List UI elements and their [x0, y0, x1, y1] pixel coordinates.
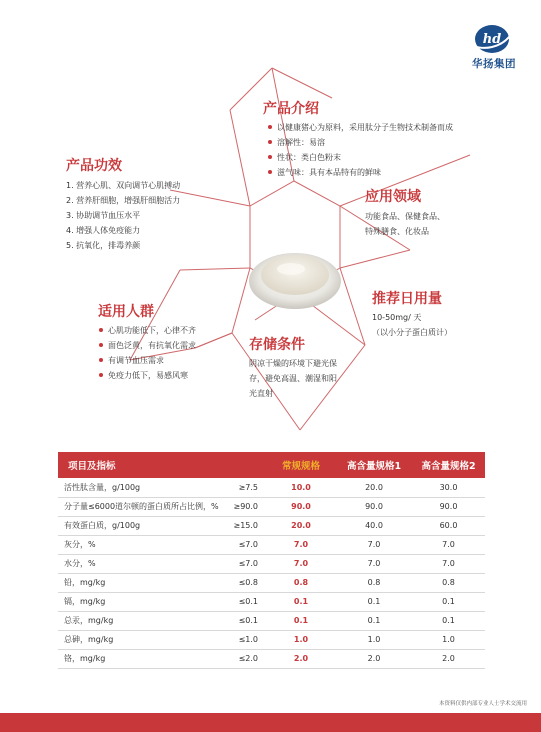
cell-item: 铬，mg/kg: [58, 649, 220, 668]
storage-line: 光直射: [249, 389, 273, 398]
cell-regular: 0.8: [266, 573, 336, 592]
spec-table: [58, 452, 485, 669]
cell-standard: ≤0.8: [220, 573, 266, 592]
storage-title: 存储条件: [249, 337, 305, 353]
cell-high2: 30.0: [412, 478, 485, 497]
product-powder-image: [245, 225, 345, 325]
cell-high2: 0.1: [412, 592, 485, 611]
bottom-bar: [0, 713, 541, 732]
cell-regular: 2.0: [266, 649, 336, 668]
cell-item: 总汞，mg/kg: [58, 611, 220, 630]
storage-line: 存，避免高温、潮湿和阳: [249, 374, 337, 383]
application-text: [365, 209, 445, 239]
dosage-line: 10-50mg/ 天: [372, 313, 422, 322]
cell-high2: 0.1: [412, 611, 485, 630]
cell-high1: 0.1: [336, 592, 412, 611]
dosage-line: （以小分子蛋白质计）: [372, 328, 452, 337]
cell-regular: 7.0: [266, 554, 336, 573]
cell-high1: 7.0: [336, 554, 412, 573]
cell-regular: 7.0: [266, 535, 336, 554]
table-row: [58, 554, 485, 573]
cell-standard: ≤2.0: [220, 649, 266, 668]
cell-item: 有效蛋白质，g/100g: [58, 516, 220, 535]
cell-high1: 0.8: [336, 573, 412, 592]
cell-regular: 90.0: [266, 497, 336, 516]
application-line: 功能食品、保健食品、: [365, 212, 445, 221]
cell-item: 水分，%: [58, 554, 220, 573]
header-item: 项目及指标: [58, 452, 266, 478]
dosage-text: [372, 310, 452, 340]
header-high1: 高含量规格1: [336, 452, 412, 478]
cell-standard: ≥7.5: [220, 478, 266, 497]
cell-standard: ≥90.0: [220, 497, 266, 516]
table-header-row: [58, 452, 485, 478]
cell-item: 总砷，mg/kg: [58, 630, 220, 649]
header-regular: 常规规格: [266, 452, 336, 478]
dosage-title: 推荐日用量: [372, 291, 442, 307]
cell-standard: ≤0.1: [220, 592, 266, 611]
intro-list: [267, 120, 453, 180]
table-row: [58, 535, 485, 554]
brand-logo: [466, 24, 526, 74]
efficacy-list: [66, 178, 180, 253]
list-item: 心肌功能低下，心律不齐: [98, 323, 196, 338]
cell-high2: 0.8: [412, 573, 485, 592]
list-item: 面色泛黄，有抗氧化需求: [98, 338, 196, 353]
list-item: 性状：类白色粉末: [267, 150, 453, 165]
list-item: 3. 协助调节血压水平: [66, 211, 141, 220]
list-item: 溶解性：易溶: [267, 135, 453, 150]
brand-name: 华扬集团: [472, 58, 516, 70]
cell-item: 镉，mg/kg: [58, 592, 220, 611]
list-item: 5. 抗氧化，排毒养颜: [66, 241, 141, 250]
table-row: [58, 611, 485, 630]
cell-high2: 90.0: [412, 497, 485, 516]
table-row: [58, 478, 485, 497]
population-list: [98, 323, 196, 383]
storage-text: [249, 356, 337, 401]
list-item: 4. 增强人体免疫能力: [66, 226, 141, 235]
application-line: 特殊膳食、化妆品: [365, 227, 429, 236]
cell-item: 灰分，%: [58, 535, 220, 554]
cell-high2: 1.0: [412, 630, 485, 649]
list-item: 免疫力低下，易感风寒: [98, 368, 196, 383]
cell-standard: ≤1.0: [220, 630, 266, 649]
cell-high1: 1.0: [336, 630, 412, 649]
table-row: [58, 649, 485, 668]
cell-regular: 0.1: [266, 592, 336, 611]
storage-line: 阴凉干燥的环境下避光保: [249, 359, 337, 368]
brand-logo-letters: hd: [482, 32, 502, 47]
cell-high1: 0.1: [336, 611, 412, 630]
table-row: [58, 573, 485, 592]
cell-item: 铅，mg/kg: [58, 573, 220, 592]
table-row: [58, 630, 485, 649]
cell-high1: 20.0: [336, 478, 412, 497]
cell-high1: 7.0: [336, 535, 412, 554]
table-row: [58, 592, 485, 611]
cell-regular: 10.0: [266, 478, 336, 497]
table-row: [58, 516, 485, 535]
cell-high2: 2.0: [412, 649, 485, 668]
cell-regular: 0.1: [266, 611, 336, 630]
list-item: 滋气味：具有本品特有的鲜味: [267, 165, 453, 180]
table-row: [58, 497, 485, 516]
cell-standard: ≤0.1: [220, 611, 266, 630]
brand-logo-icon: [470, 24, 510, 54]
header-high2: 高含量规格2: [412, 452, 485, 478]
cell-standard: ≤7.0: [220, 554, 266, 573]
list-item: 1. 营养心肌、双向调节心肌搏动: [66, 181, 181, 190]
cell-standard: ≥15.0: [220, 516, 266, 535]
cell-high2: 7.0: [412, 554, 485, 573]
cell-item: 分子量≤6000道尔顿的蛋白质所占比例，%: [58, 497, 220, 516]
cell-item: 活性肽含量，g/100g: [58, 478, 220, 497]
cell-regular: 1.0: [266, 630, 336, 649]
cell-high1: 40.0: [336, 516, 412, 535]
efficacy-title: 产品功效: [66, 158, 122, 174]
list-item: 以健康猪心为原料，采用肽分子生物技术制备而成: [267, 120, 453, 135]
list-item: 2. 营养肝细胞，增强肝细胞活力: [66, 196, 181, 205]
intro-title: 产品介绍: [263, 101, 319, 117]
cell-high2: 7.0: [412, 535, 485, 554]
list-item: 有调节血压需求: [98, 353, 196, 368]
population-title: 适用人群: [98, 304, 154, 320]
cell-high1: 2.0: [336, 649, 412, 668]
footnote: 本资料仅供内部专业人士学术交流用: [438, 701, 527, 707]
cell-high1: 90.0: [336, 497, 412, 516]
cell-high2: 60.0: [412, 516, 485, 535]
application-title: 应用领域: [365, 189, 421, 205]
cell-standard: ≤7.0: [220, 535, 266, 554]
cell-regular: 20.0: [266, 516, 336, 535]
